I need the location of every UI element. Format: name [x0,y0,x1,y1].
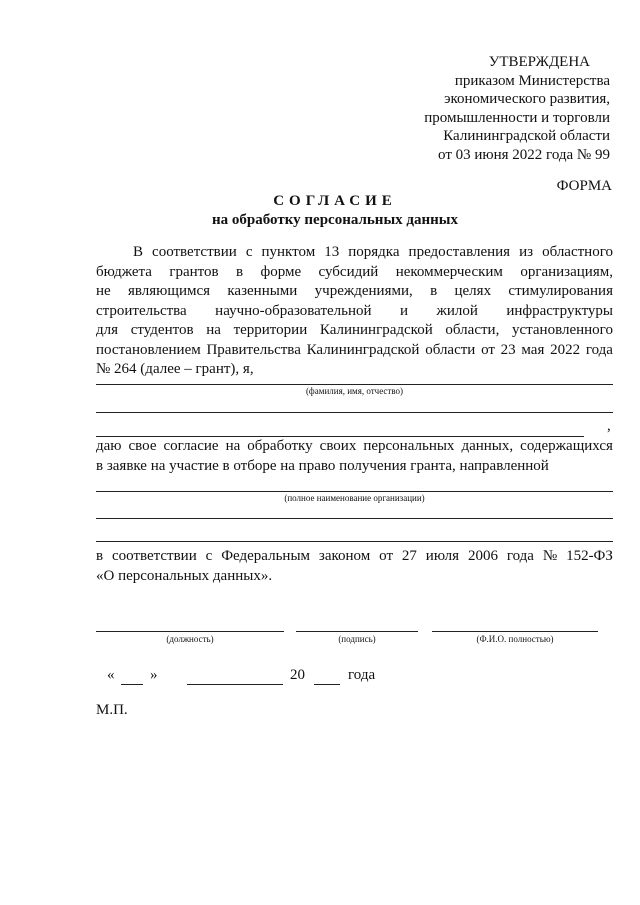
word: законом [318,548,371,564]
word: строительства [96,302,187,319]
word: даю [96,438,122,454]
word: В [133,244,144,260]
form-label: ФОРМА [556,178,612,194]
word: из [519,244,534,260]
approval-line: Калининградской области [443,128,610,144]
word: Федеральным [221,548,311,564]
word: мая [521,341,545,358]
paragraph-line [96,457,613,477]
word: от [379,548,394,564]
org-line-2[interactable] [96,518,613,519]
word: форме [260,263,302,280]
org-line[interactable] [96,491,613,492]
word: в заявке на участие в отборе на право получения гранта, направленной [96,457,549,474]
word: для [96,322,119,338]
caption-org: (полное наименование организации) [284,493,425,503]
word: инфраструктуры [506,302,613,319]
caption-fio-full: (Ф.И.О. полностью) [476,634,554,644]
word: 152-ФЗ [566,548,613,564]
org-line-3[interactable] [96,541,613,542]
word: на [206,322,221,338]
word: Правительства [206,341,301,358]
position-line[interactable] [96,631,284,632]
paragraph-line [96,321,613,341]
word: свое [128,438,157,454]
word: персональных [363,438,455,454]
word: территории [233,322,308,338]
word: своих [319,438,357,454]
word: и [400,302,409,319]
paragraph-line [96,243,613,263]
word: области [425,341,476,358]
word: учреждениями, [314,283,413,299]
word: № 264 (далее – грант), я, [96,361,254,377]
word: стимулирования [508,283,613,299]
word: являющимся [128,283,211,299]
word: на [225,438,241,454]
paragraph-line [96,567,613,587]
date-year-word: года [348,667,376,683]
fio-line[interactable] [96,384,613,385]
word: года [506,548,534,564]
date-day-line[interactable] [121,684,143,685]
word: 27 [401,548,417,564]
word: 13 [324,244,340,260]
word: постановлением [96,341,201,358]
fio-full-line[interactable] [432,631,598,632]
word: 2006 [467,548,498,564]
word: соответствии [152,244,237,260]
paragraph-line [96,547,613,567]
title-sub: на обработку персональных данных [212,212,458,228]
paragraph-line [96,263,613,283]
word: июля [425,548,460,564]
word: согласие [163,438,219,454]
date-century: 20 [290,667,305,683]
word: организациям, [520,263,613,280]
word: области, [445,322,500,338]
approval-line: от 03 июня 2022 года № 99 [438,146,610,163]
word: не [96,283,111,299]
paragraph-line [96,437,613,457]
word: казенными [227,283,298,299]
word: 23 [500,341,516,358]
word: субсидий [318,263,379,280]
word: в [430,283,438,299]
approval-block [350,53,610,164]
word: содержащихся [520,438,613,454]
word: соответствии [111,548,197,564]
word: научно-образовательной [215,302,372,319]
title-main: СОГЛАСИЕ [273,193,397,209]
word: порядка [348,244,400,260]
approval-line: экономического развития, [444,91,610,107]
paragraph-line [96,360,613,380]
fio-line-2[interactable] [96,412,613,413]
word: целях [454,283,492,299]
word: областного [542,244,613,260]
caption-signature: (подпись) [338,634,376,644]
paragraph-line [96,341,613,361]
word: бюджета [96,263,152,280]
paragraph-consent [96,437,613,476]
word: Калининградской [319,322,433,338]
word: студентов [130,322,194,338]
date-open-quote: « [107,667,115,683]
word: данных, [461,438,514,454]
stamp-label: М.П. [96,702,128,718]
word: обработку [247,438,313,454]
date-month-line[interactable] [187,684,283,685]
word: с [205,548,213,564]
word: в [96,548,104,564]
comma: , [607,418,611,434]
document-title [0,192,640,230]
word: «О персональных данных». [96,567,273,584]
word: года [585,341,613,358]
paragraph-intro [96,243,613,380]
paragraph-line [96,282,613,302]
word: пунктом [261,244,316,260]
caption-fio: (фамилия, имя, отчество) [305,386,404,396]
word: 2022 [550,341,581,358]
word: Калининградской [306,341,420,358]
word: грантов [169,263,219,280]
word: от [481,341,495,358]
approval-line: приказом Министерства [454,72,610,89]
date-year-line[interactable] [314,684,340,685]
word: некоммерческим [395,263,503,280]
paragraph-law [96,547,613,586]
word: установленного [512,322,613,338]
date-close-quote: » [150,667,158,683]
paragraph-line [96,302,613,322]
word: предоставления [408,244,511,260]
approval-heading: УТВЕРЖДЕНА [488,54,590,70]
caption-position: (должность) [166,634,214,644]
word: в [236,263,244,280]
word: с [245,244,253,260]
signature-line[interactable] [296,631,418,632]
word: № [542,548,558,564]
word: жилой [436,302,478,319]
approval-line: промышленности и торговли [424,109,610,126]
